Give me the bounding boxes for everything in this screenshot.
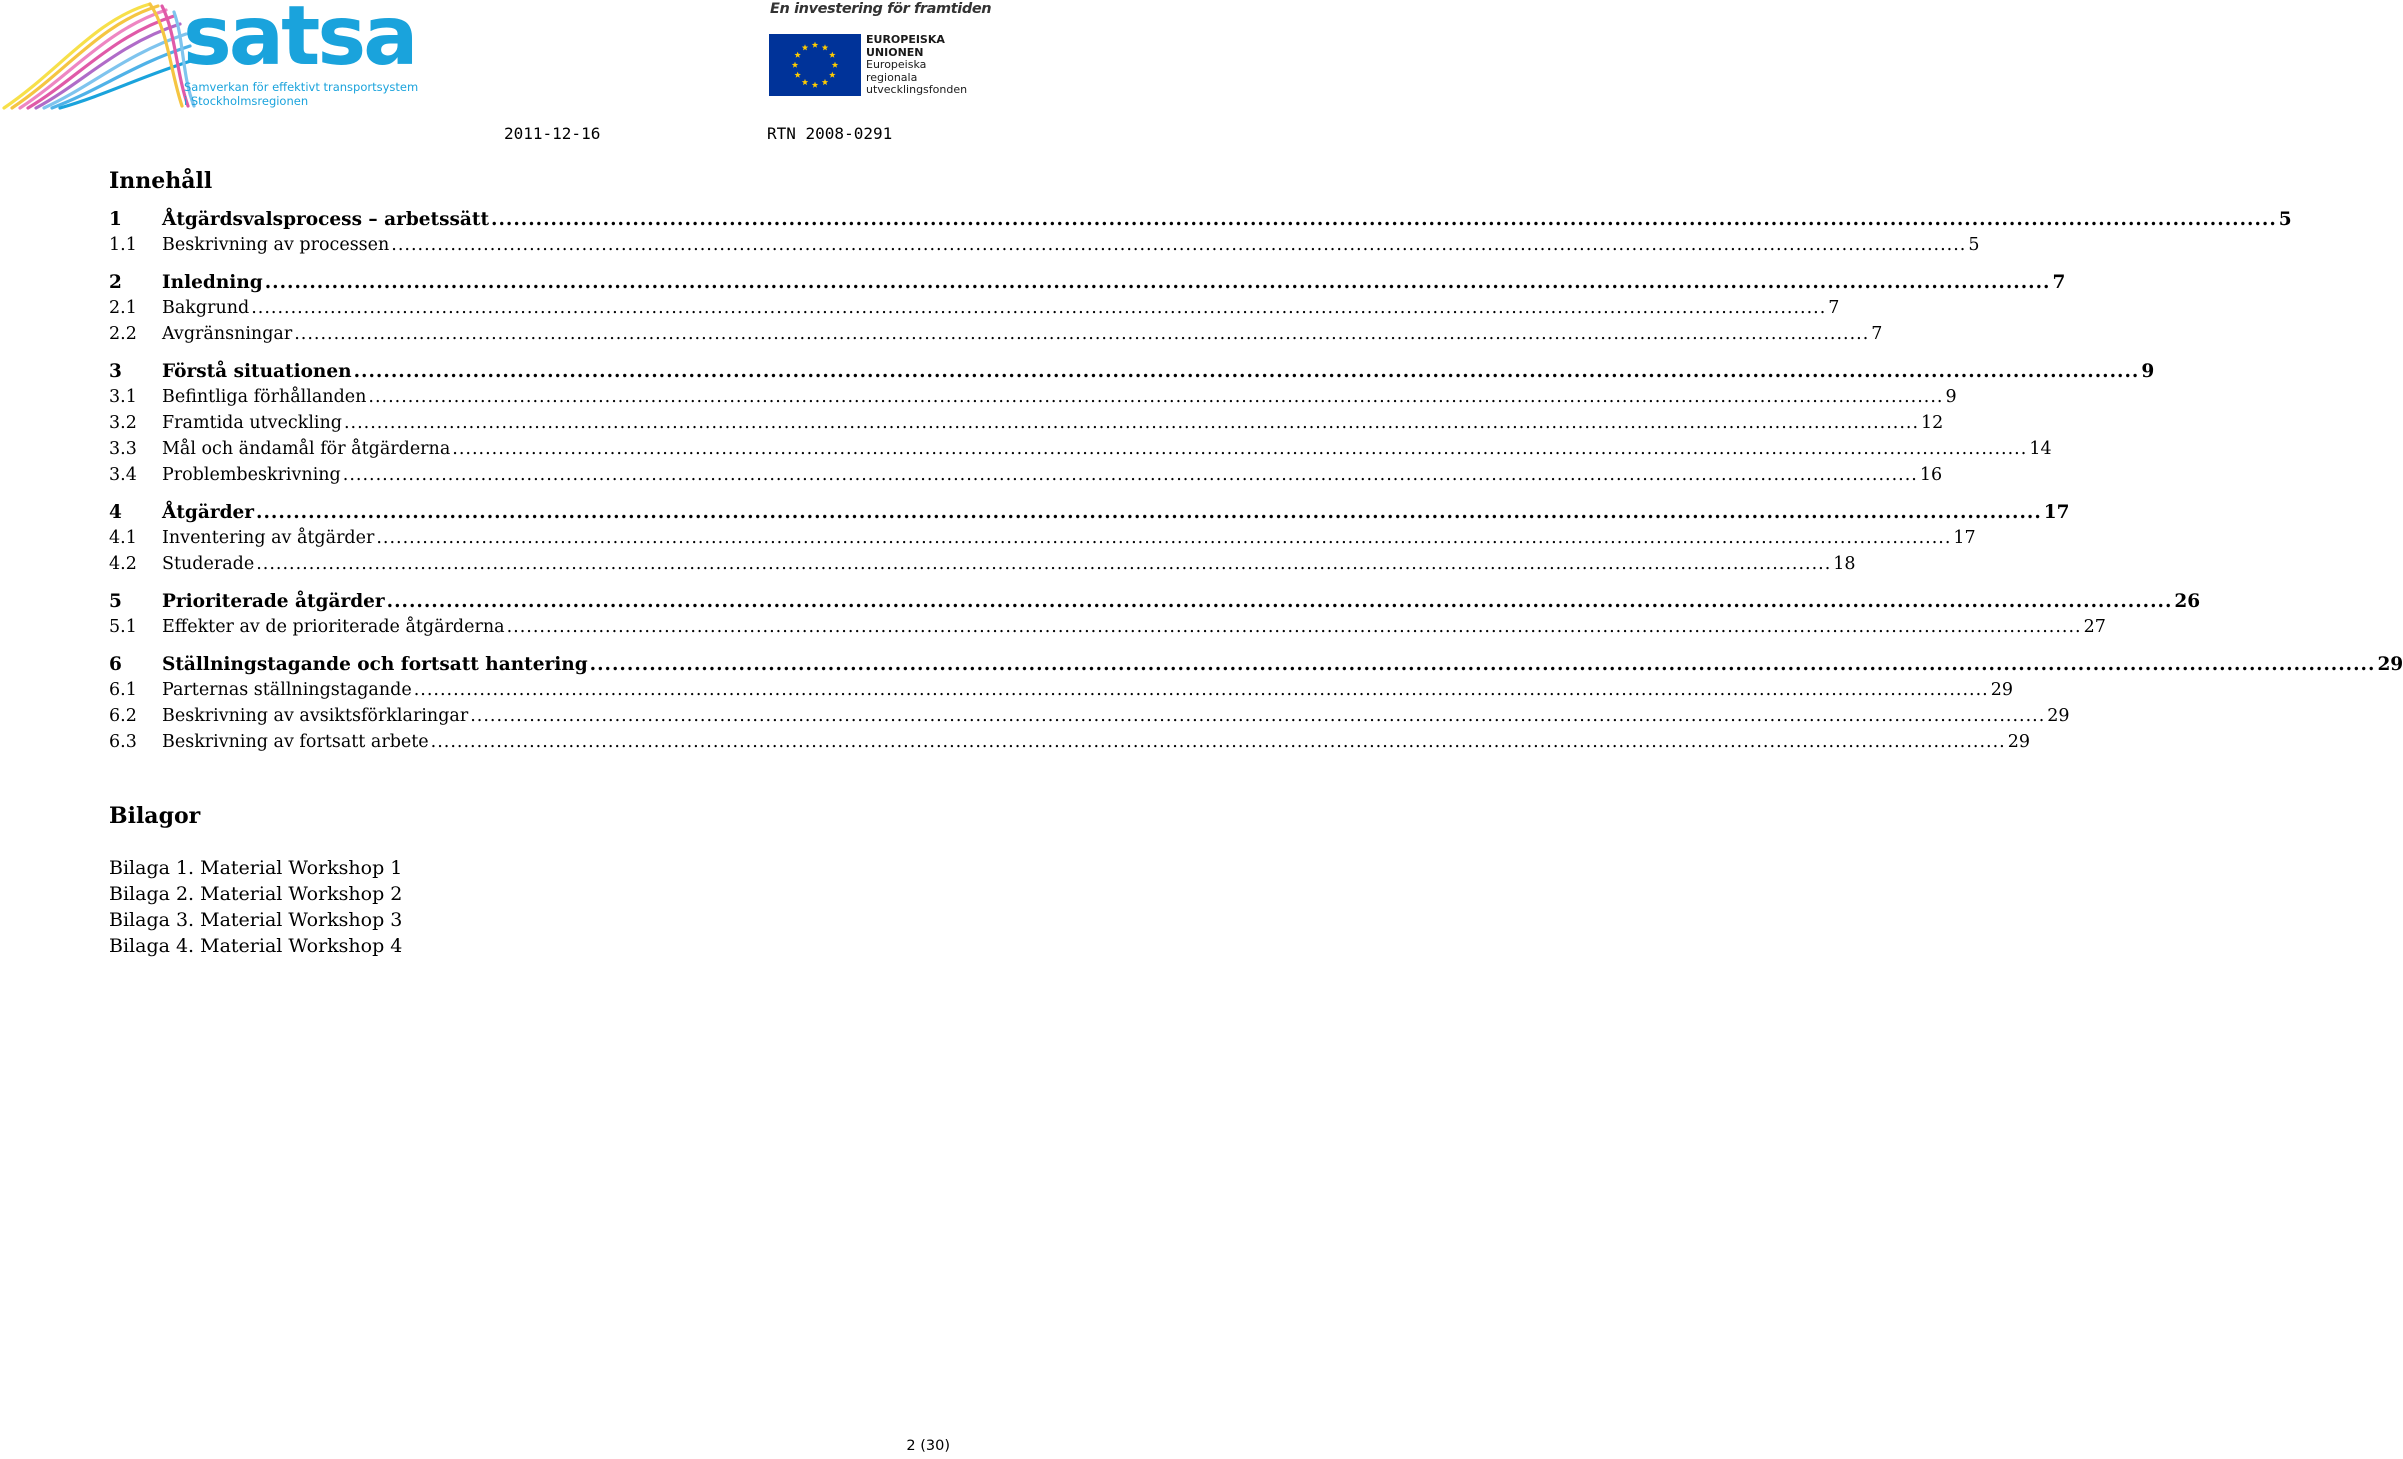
toc-entry-page: 5: [2278, 209, 2292, 230]
toc-entry-title: Ställningstagande och fortsatt hantering: [162, 654, 588, 675]
toc-entry-number: 6: [109, 654, 122, 675]
document-date: 2011-12-16: [504, 124, 601, 143]
toc-heading: Innehåll: [109, 168, 213, 194]
toc-entry-page: 29: [2007, 732, 2030, 752]
toc-leader-dots: [452, 439, 2027, 459]
toc-leader-dots: [491, 209, 2277, 230]
toc-entry[interactable]: [109, 235, 1980, 261]
toc-entry-page: 27: [2083, 617, 2106, 637]
satsa-subtitle: [184, 80, 418, 108]
toc-leader-dots: [470, 706, 2045, 726]
toc-entry-title: Bakgrund: [162, 298, 250, 318]
eu-label-line4: regionala: [866, 70, 918, 84]
attachment-item: Bilaga 4. Material Workshop 4: [109, 935, 403, 957]
toc-entry-page: 16: [1919, 465, 1943, 485]
toc-entry-page: 29: [2047, 706, 2070, 726]
page-number: 2 (30): [906, 1438, 950, 1454]
toc-entry-page: 18: [1833, 554, 1856, 574]
toc-entry-title: Åtgärder: [162, 502, 255, 523]
toc-entry[interactable]: [109, 361, 2155, 387]
eu-slogan: En investering för framtiden: [770, 1, 992, 17]
toc-leader-dots: [343, 465, 1918, 485]
toc-entry-number: 3: [109, 361, 122, 382]
toc-entry-page: 7: [1871, 324, 1883, 344]
toc-leader-dots: [368, 387, 1943, 407]
toc-entry-number: 1: [109, 209, 122, 230]
toc-entry-number: 6.3: [109, 732, 137, 752]
attachment-item: Bilaga 2. Material Workshop 2: [109, 883, 403, 905]
toc-leader-dots: [294, 324, 1869, 344]
attachment-item: Bilaga 3. Material Workshop 3: [109, 909, 403, 931]
toc-leader-dots: [391, 235, 1966, 255]
toc-entry[interactable]: [109, 413, 1944, 439]
page-header: [0, 0, 992, 150]
toc-entry[interactable]: [109, 591, 2201, 617]
toc-leader-dots: [414, 680, 1989, 700]
toc-entry-page: 17: [1953, 528, 1976, 548]
toc-entry-number: 2.2: [109, 324, 137, 344]
toc-leader-dots: [265, 272, 2051, 293]
toc-entry[interactable]: [109, 324, 1883, 350]
toc-entry-page: 9: [1945, 387, 1957, 407]
satsa-subtitle-line2: i Stockholmsregionen: [184, 94, 309, 108]
toc-entry[interactable]: [109, 654, 2403, 680]
toc-entry-title: Prioriterade åtgärder: [162, 591, 385, 612]
toc-entry[interactable]: [109, 272, 2066, 298]
toc-entry-page: 12: [1921, 413, 1944, 433]
toc-entry-number: 3.3: [109, 439, 137, 459]
toc-entry[interactable]: [109, 680, 2014, 706]
toc-entry-number: 4.2: [109, 554, 137, 574]
toc-entry-number: 5.1: [109, 617, 137, 637]
toc-leader-dots: [344, 413, 1919, 433]
toc-entry-title: Förstå situationen: [162, 361, 352, 382]
toc-entry-number: 2: [109, 272, 122, 293]
toc-entry-number: 5: [109, 591, 122, 612]
toc-entry-page: 17: [2043, 502, 2070, 523]
toc-entry-number: 3.1: [109, 387, 137, 407]
toc-entry[interactable]: [109, 617, 2106, 643]
toc-entry[interactable]: [109, 298, 1840, 324]
toc-leader-dots: [387, 591, 2173, 612]
toc-entry-number: 1.1: [109, 235, 137, 255]
toc-entry[interactable]: [109, 387, 1957, 413]
toc-entry-page: 29: [2377, 654, 2403, 675]
toc-entry-number: 6.1: [109, 680, 137, 700]
eu-label-line1: EUROPEISKA: [866, 33, 945, 46]
toc-entry-title: Beskrivning av processen: [162, 235, 390, 255]
toc-entry-page: 26: [2174, 591, 2201, 612]
toc-entry-page: 5: [1968, 235, 1980, 255]
toc-leader-dots: [431, 732, 2006, 752]
toc-leader-dots: [256, 502, 2042, 523]
toc-entry-title: Mål och ändamål för åtgärderna: [162, 439, 451, 459]
eu-label-line3: Europeiska: [866, 58, 927, 72]
toc-entry[interactable]: [109, 528, 1976, 554]
toc-entry-number: 4.1: [109, 528, 137, 548]
toc-entry-title: Avgränsningar: [162, 324, 293, 344]
eu-label-line2: UNIONEN: [866, 45, 924, 59]
toc-entry-page: 29: [1990, 680, 2014, 700]
toc-entry[interactable]: [109, 439, 2052, 465]
toc-entry[interactable]: [109, 502, 2070, 528]
toc-entry-page: 14: [2029, 439, 2052, 459]
toc-entry-title: Inventering av åtgärder: [162, 528, 375, 548]
eu-fund-label: [866, 34, 967, 97]
toc-entry-number: 6.2: [109, 706, 137, 726]
attachment-item: Bilaga 1. Material Workshop 1: [109, 857, 403, 879]
toc-entry-title: Åtgärdsvalsprocess – arbetssätt: [162, 209, 490, 230]
toc-entry-title: Effekter av de prioriterade åtgärderna: [162, 617, 505, 637]
toc-entry-title: Framtida utveckling: [162, 413, 342, 433]
toc-entry[interactable]: [109, 554, 1856, 580]
toc-entry-title: Studerade: [162, 554, 255, 574]
toc-leader-dots: [507, 617, 2082, 637]
toc-entry[interactable]: [109, 732, 2030, 758]
toc-leader-dots: [256, 554, 1831, 574]
toc-entry[interactable]: [109, 706, 2070, 732]
toc-entry-title: Beskrivning av avsiktsförklaringar: [162, 706, 469, 726]
satsa-logo: [0, 0, 419, 112]
toc-entry-title: Parternas ställningstagande: [162, 680, 412, 700]
attachments-heading: Bilagor: [109, 803, 201, 829]
toc-entry[interactable]: [109, 209, 2292, 235]
satsa-subtitle-line1: Samverkan för effektivt transportsystem: [184, 80, 419, 94]
document-reference: RTN 2008-0291: [767, 124, 893, 143]
toc-entry-title: Beskrivning av fortsatt arbete: [162, 732, 429, 752]
toc-entry-title: Befintliga förhållanden: [162, 387, 367, 407]
toc-entry-title: Inledning: [162, 272, 263, 293]
toc-entry-number: 2.1: [109, 298, 137, 318]
toc-entry-number: 4: [109, 502, 122, 523]
toc-entry-page: 7: [2052, 272, 2066, 293]
toc-leader-dots: [354, 361, 2140, 382]
toc-entry-page: 9: [2141, 361, 2155, 382]
eu-label-line5: utvecklingsfonden: [866, 83, 968, 97]
toc-leader-dots: [376, 528, 1951, 548]
toc-entry-number: 3.2: [109, 413, 137, 433]
satsa-wordmark: satsa: [183, 0, 416, 84]
satsa-stripes-graphic: [0, 0, 200, 112]
toc-entry-page: 7: [1828, 298, 1840, 318]
toc-leader-dots: [590, 654, 2376, 675]
toc-entry-title: Problembeskrivning: [162, 465, 341, 485]
toc-entry[interactable]: [109, 465, 1943, 491]
eu-flag-icon: [769, 34, 861, 96]
toc-leader-dots: [251, 298, 1826, 318]
toc-entry-number: 3.4: [109, 465, 137, 485]
